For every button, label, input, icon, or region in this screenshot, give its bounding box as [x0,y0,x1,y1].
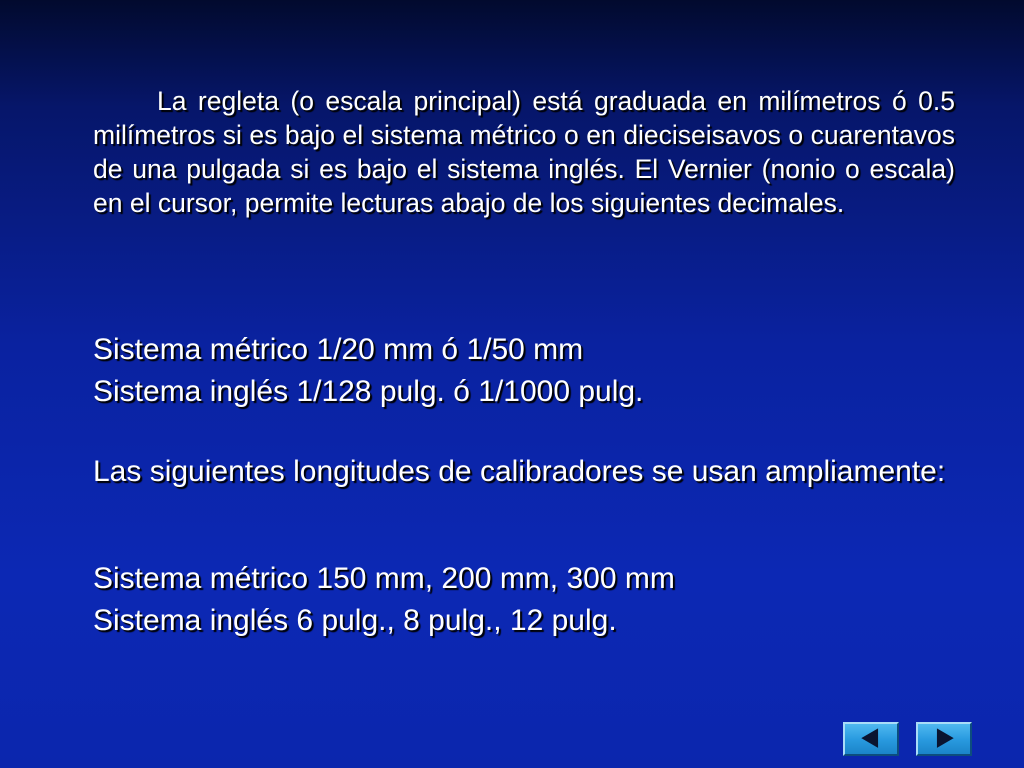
intro-paragraph: La regleta (o escala principal) está graduada en milímetros ó 0.5 milímetros si es bajo el sistema métrico o en dieciseisavos o cuarentavos de una pulgada si es bajo el sistema inglés. El Vernier (nonio o escala) en el cursor, permite lecturas abajo de los siguientes decimales. [93,86,955,218]
lengths-metric-line: Sistema métrico 150 mm, 200 mm, 300 mm [93,562,675,595]
resolution-metric-line: Sistema métrico 1/20 mm ó 1/50 mm [93,333,584,366]
resolution-imperial-line: Sistema inglés 1/128 pulg. ó 1/1000 pulg. [93,375,644,408]
previous-slide-button[interactable] [843,722,899,756]
lengths-imperial-line: Sistema inglés 6 pulg., 8 pulg., 12 pulg. [93,604,617,637]
triangle-right-icon [918,724,970,754]
lengths-paragraph: Las siguientes longitudes de calibradores se usan ampliamente: [93,455,946,488]
next-slide-button[interactable] [916,722,972,756]
slide-content [93,0,955,768]
triangle-left-icon [845,724,897,754]
